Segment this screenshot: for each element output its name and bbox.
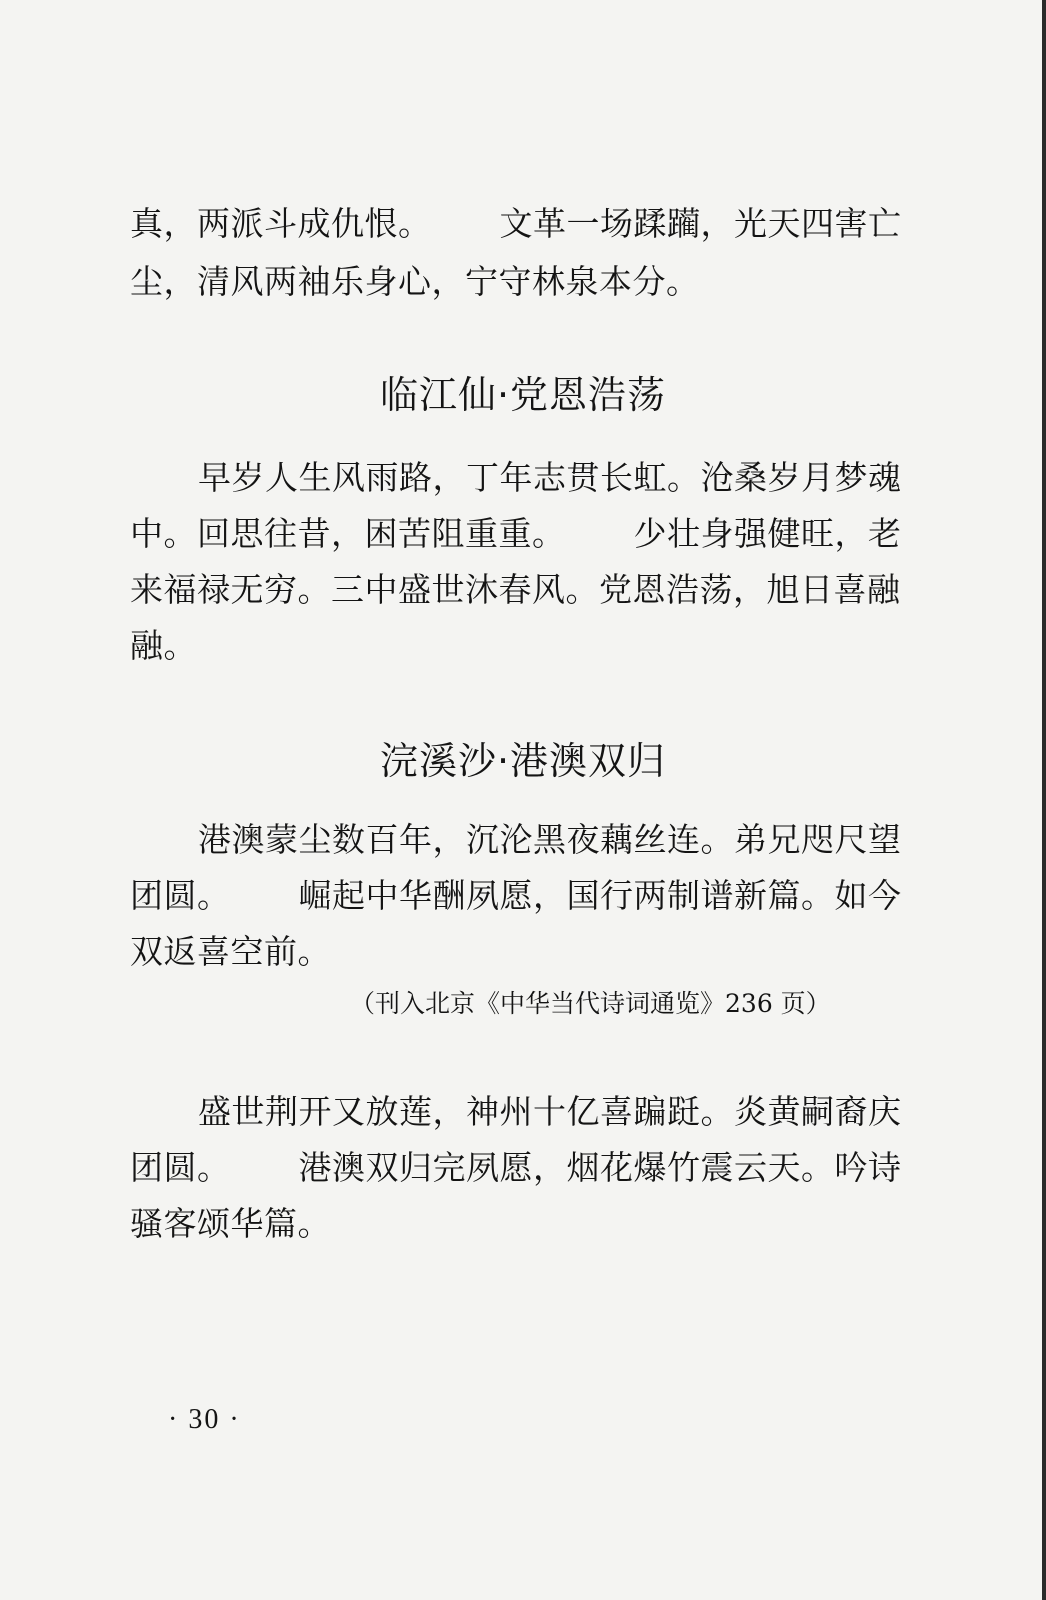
poem-text: 团圆。: [130, 876, 231, 915]
citation: （刊入北京《中华当代诗词通览》236 页）: [350, 989, 831, 1018]
page-number: · 30 ·: [168, 1404, 241, 1435]
poem-text: 崛起中华酬夙愿，国行两制谱新篇。如今: [298, 876, 902, 915]
poem-linjiangxian-line-4: 融。: [130, 626, 197, 665]
poem-text: 港澳双归完夙愿，烟花爆竹震云天。吟诗: [298, 1148, 902, 1187]
poem-text: 团圆。: [130, 1148, 231, 1187]
poem-linjiangxian-line-3: 来福禄无穷。三中盛世沐春风。党恩浩荡，旭日喜融: [130, 570, 901, 609]
poem-second-line-1: 盛世荆开又放莲，神州十亿喜蹁跹。炎黄嗣裔庆: [198, 1092, 902, 1131]
poem-title-huanxisha: 浣溪沙·港澳双归: [379, 739, 667, 783]
poem-huanxisha-line-2: [130, 876, 926, 916]
poem-huanxisha-line-1: 港澳蒙尘数百年，沉沦黑夜藕丝连。弟兄咫尺望: [198, 820, 902, 859]
poem-second-line-2: [130, 1148, 926, 1188]
poem-text: 中。回思往昔，困苦阻重重。: [130, 514, 566, 553]
poem-second-line-3: 骚客颂华篇。: [130, 1204, 331, 1243]
poem-title-linjiangxian: 临江仙·党恩浩荡: [379, 373, 667, 417]
poem-text: 真，两派斗成仇恨。: [130, 204, 432, 243]
poem-text: 少壮身强健旺，老: [633, 514, 902, 553]
poem-linjiangxian-line-2: [130, 514, 926, 554]
poem-continuation-line-1: [130, 204, 926, 244]
poem-text: 文革一场蹂躏，光天四害亡: [499, 204, 902, 243]
poem-continuation-line-2: 尘，清风两袖乐身心，宁守林泉本分。: [130, 262, 700, 301]
page-edge: [1042, 0, 1046, 1600]
poem-linjiangxian-line-1: 早岁人生风雨路，丁年志贯长虹。沧桑岁月梦魂: [198, 458, 902, 497]
poem-huanxisha-line-3: 双返喜空前。: [130, 932, 331, 971]
